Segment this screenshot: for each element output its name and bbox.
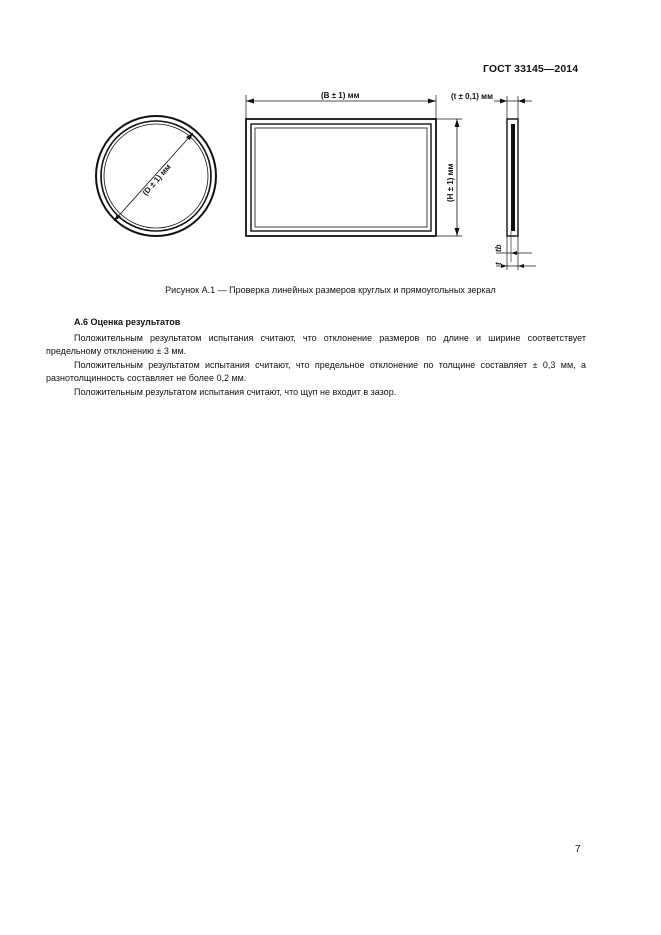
side-view xyxy=(451,92,536,270)
t-label: t xyxy=(494,262,503,265)
height-label: (H ± 1) мм xyxy=(446,163,455,202)
section-a6 xyxy=(46,316,586,399)
round-mirror xyxy=(96,116,216,236)
paragraph-1: Положительным результатом испытания считают, что отклонение размеров по длине и ширине соответствует предельному отклонению ± 3 мм. xyxy=(46,332,586,356)
section-heading: А.6 Оценка результатов xyxy=(74,317,181,327)
figure-a1 xyxy=(0,0,661,280)
paragraph-2: Положительным результатом испытания считают, что предельное отклонение по толщине составляет ± 0,3 мм, а разнотолщинность составляет не более 0,2 мм. xyxy=(46,359,586,383)
diameter-label: (D ± 1) мм xyxy=(140,162,173,198)
page-number: 7 xyxy=(575,844,581,855)
figure-caption: Рисунок А.1 — Проверка линейных размеров круглых и прямоугольных зеркал xyxy=(165,285,496,295)
width-label: (B ± 1) мм xyxy=(321,91,360,100)
tb-label: tb xyxy=(494,244,503,252)
paragraph-3: Положительным результатом испытания считают, что щуп не входит в зазор. xyxy=(74,386,397,397)
rectangular-mirror xyxy=(246,91,462,236)
thickness-label: (t ± 0,1) мм xyxy=(451,92,494,101)
standard-code: ГОСТ 33145—2014 xyxy=(483,63,579,75)
